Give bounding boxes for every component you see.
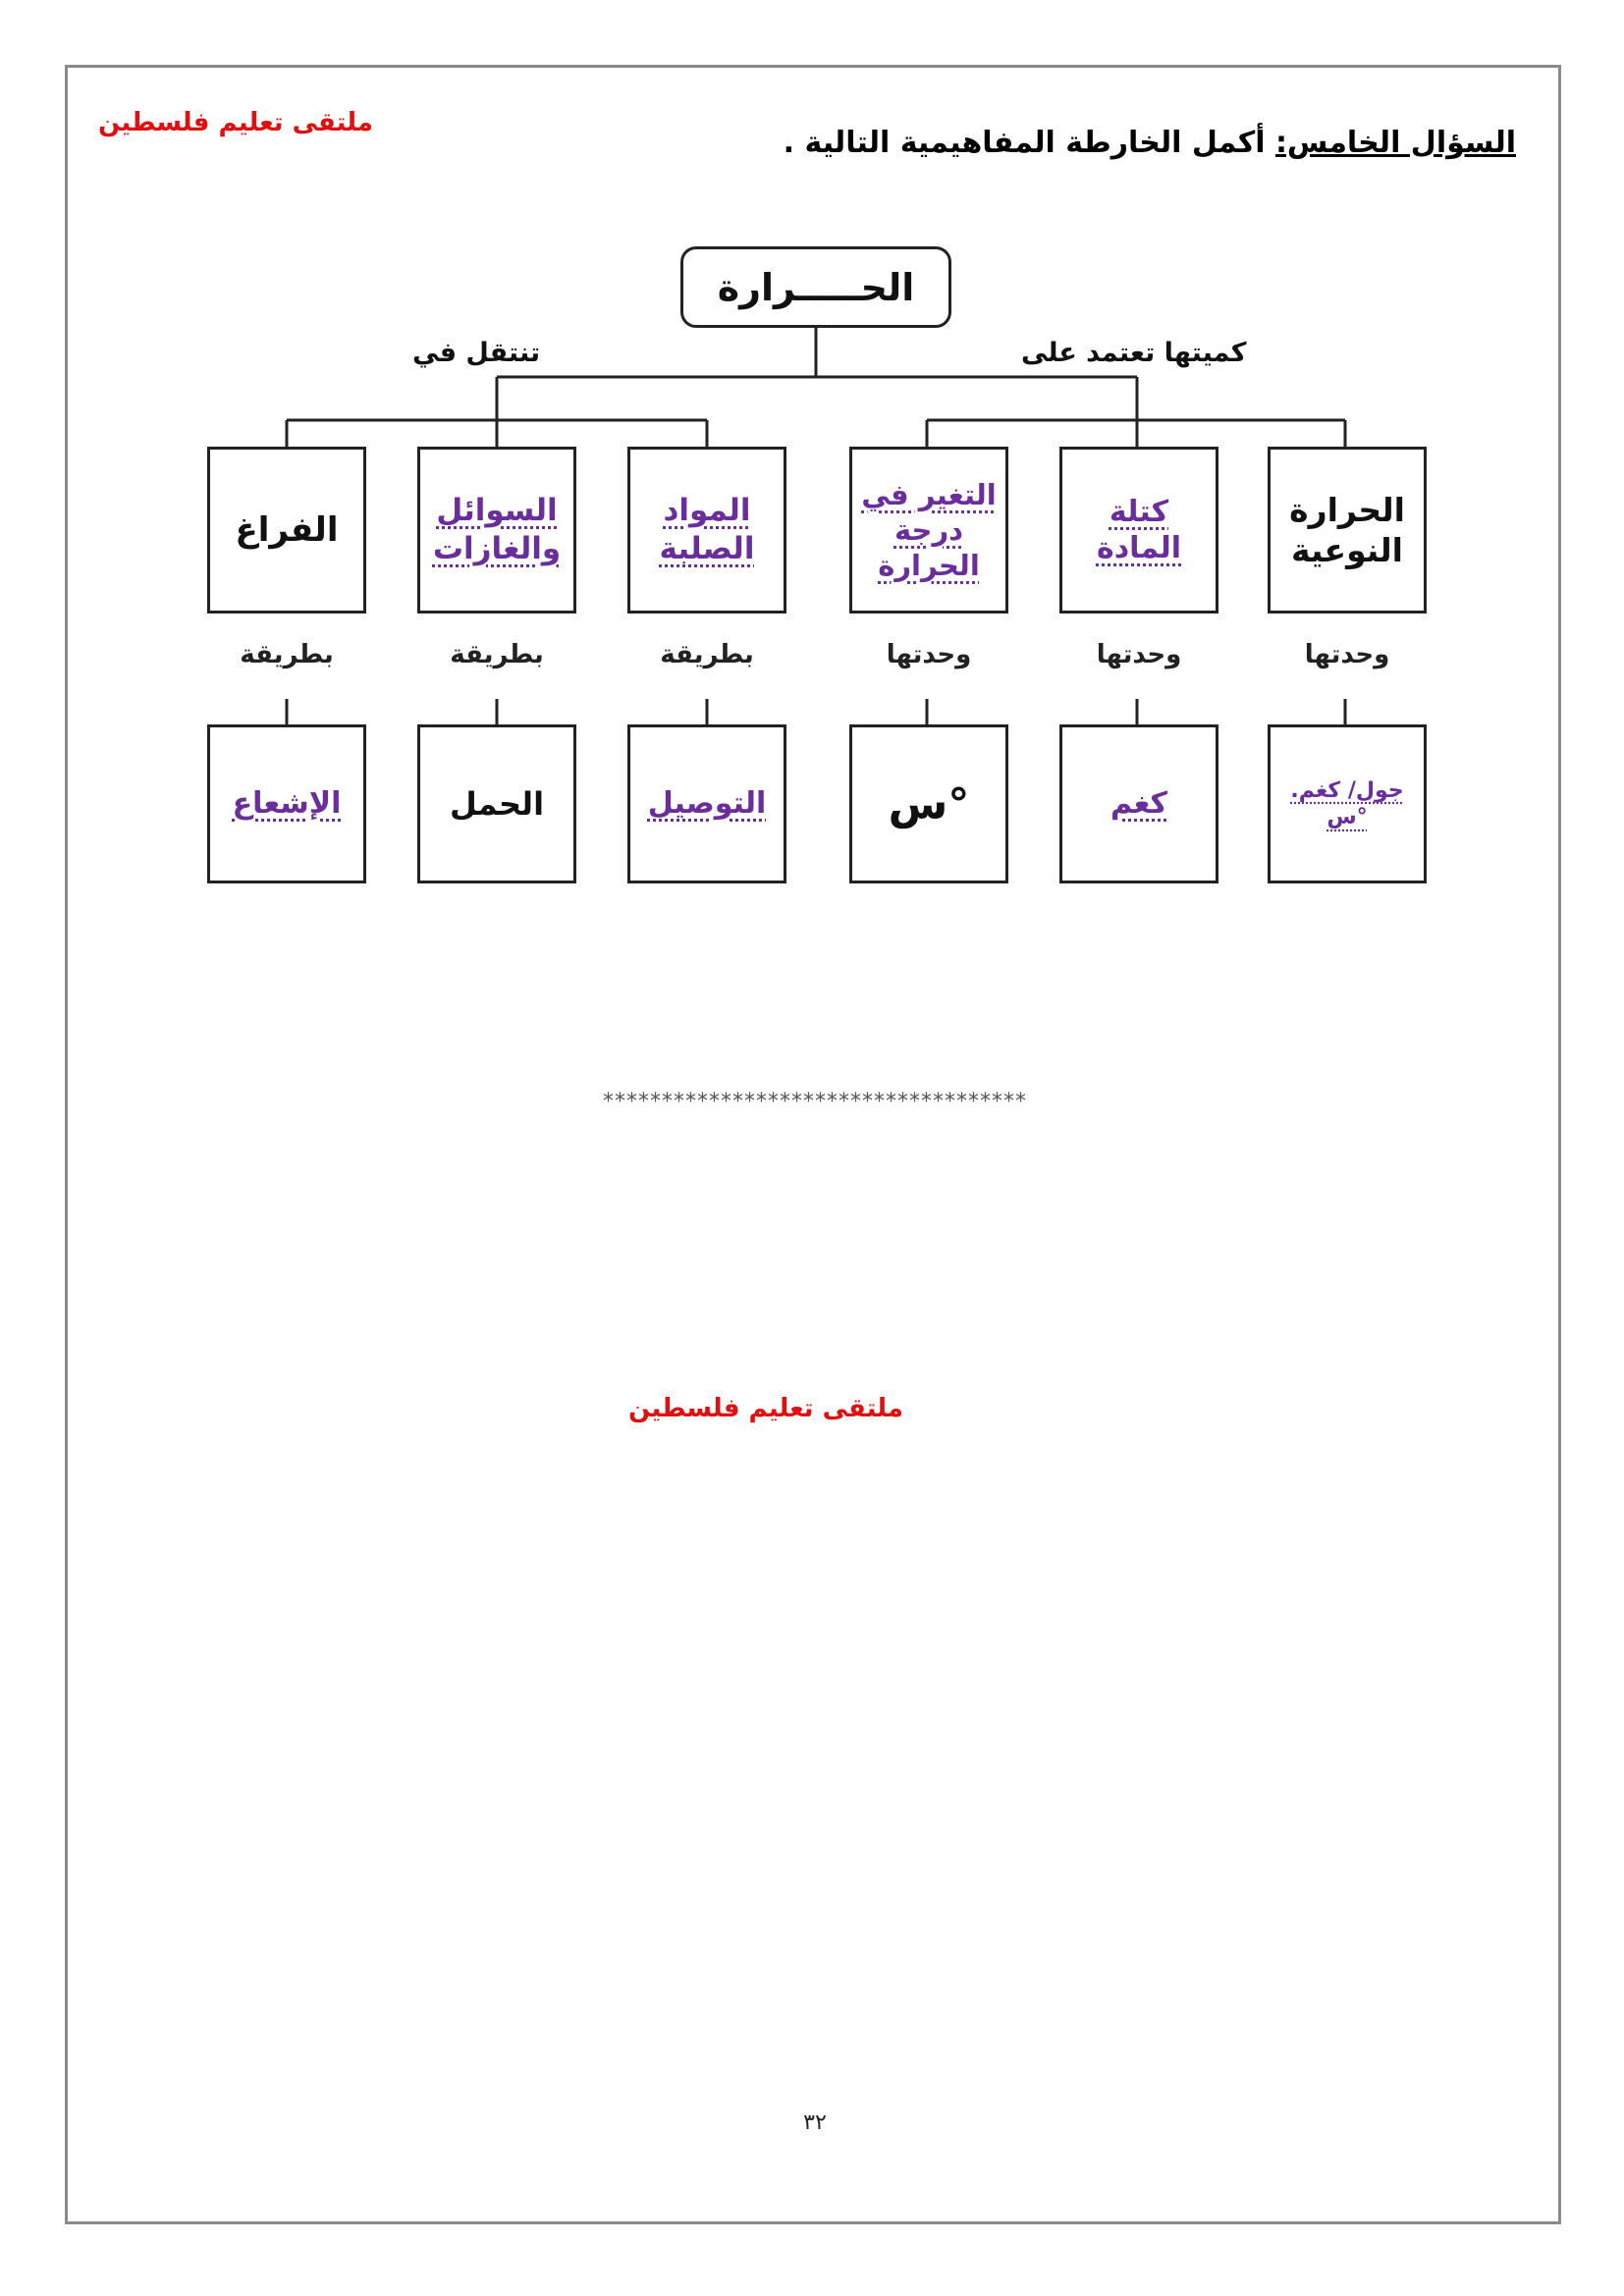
watermark-middle: ملتقى تعليم فلسطين <box>628 1394 903 1423</box>
answer-box-conduction <box>627 724 786 883</box>
concept-text-mass: كتلة المادة <box>1096 494 1182 565</box>
answer-text-joule-unit: جول/ كغم.°س <box>1290 777 1404 829</box>
answer-box-celsius: °س <box>849 724 1008 883</box>
concept-box-fluids <box>417 447 576 614</box>
separator-stars: ************************************ <box>603 1090 1027 1114</box>
answer-box-radiation <box>207 724 366 883</box>
connector-label-unit: وحدتها <box>886 640 972 669</box>
answer-text-radiation: الإشعاع <box>232 786 342 822</box>
answer-text-conduction: التوصيل <box>647 786 767 822</box>
concept-box-temperature-change <box>849 447 1008 614</box>
concept-text-solids: المواد الصلبة <box>659 493 755 566</box>
connector-label-unit: وحدتها <box>1096 640 1182 669</box>
root-concept-box: الحـــــرارة <box>680 246 951 328</box>
concept-box-specific-heat: الحرارة النوعية <box>1268 447 1427 614</box>
branch-label-transfer: تنتقل في <box>412 338 541 368</box>
page-number: ٣٢ <box>803 2110 827 2135</box>
concept-text-temperature-change: التغير في درجة الحرارة <box>861 477 997 583</box>
connector-label-method: بطريقة <box>240 640 334 669</box>
concept-box-vacuum: الفراغ <box>207 447 366 614</box>
answer-box-kilogram <box>1059 724 1218 883</box>
concept-text-fluids: السوائل والغازات <box>432 493 562 566</box>
question-label: السؤال الخامس: <box>1274 126 1516 160</box>
connector-label-method: بطريقة <box>450 640 544 669</box>
connector-label-method: بطريقة <box>660 640 754 669</box>
answer-box-joule-unit <box>1268 724 1427 883</box>
watermark-top: ملتقى تعليم فلسطين <box>98 108 373 137</box>
concept-box-mass <box>1059 447 1218 614</box>
connector-label-unit: وحدتها <box>1304 640 1390 669</box>
branch-label-quantity: كميتها تعتمد على <box>1021 338 1247 368</box>
question-text: أكمل الخارطة المفاهيمية التالية . <box>783 126 1266 160</box>
answer-text-kilogram: كغم <box>1110 786 1167 822</box>
concept-box-solids <box>627 447 786 614</box>
answer-box-convection: الحمل <box>417 724 576 883</box>
